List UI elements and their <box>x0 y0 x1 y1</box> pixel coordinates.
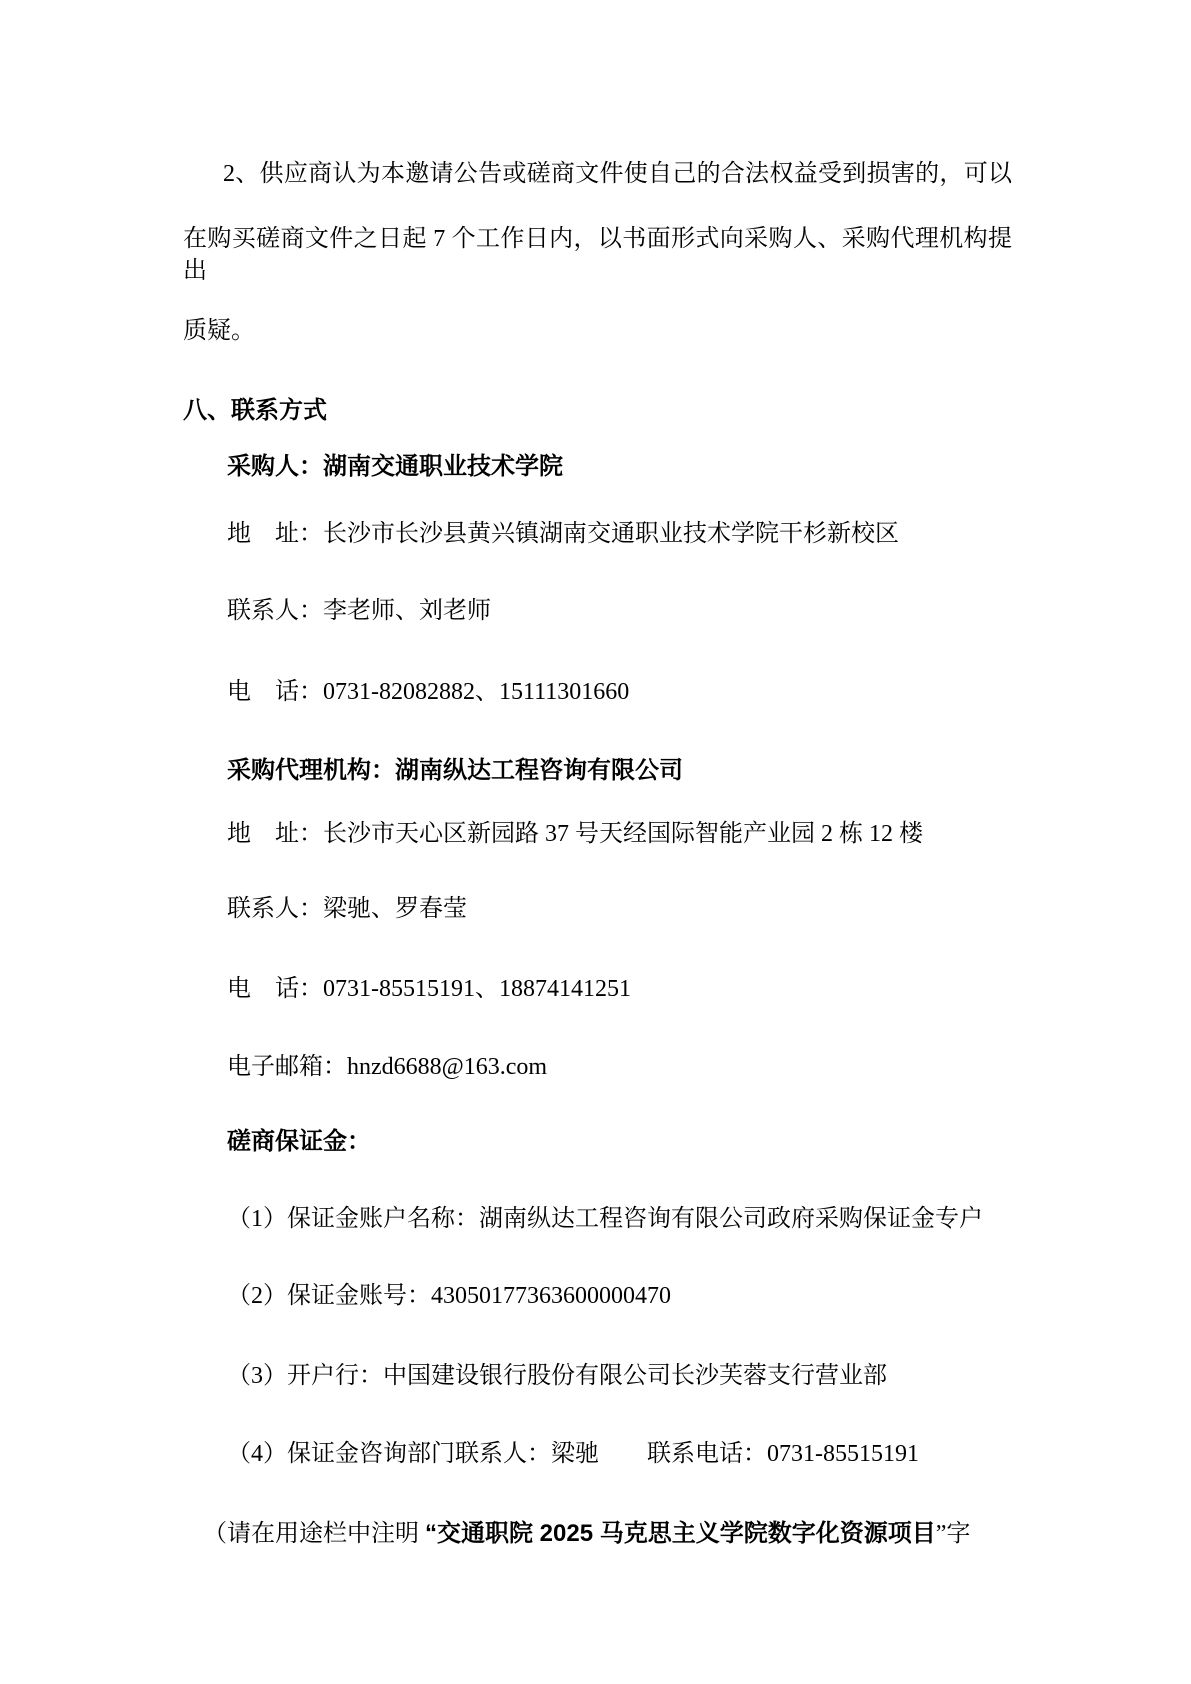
deposit-item-2: （2）保证金账号：43050177363600000470 <box>227 1283 671 1309</box>
section8-heading: 八、联系方式 <box>183 397 327 424</box>
deposit-note-suffix: ”字 <box>935 1521 971 1547</box>
deposit-item-1: （1）保证金账户名称：湖南纵达工程咨询有限公司政府采购保证金专户 <box>227 1206 983 1232</box>
purchaser-title: 采购人：湖南交通职业技术学院 <box>227 453 563 480</box>
deposit-heading: 磋商保证金： <box>227 1128 371 1155</box>
agency-phone: 电 话：0731-85515191、18874141251 <box>227 976 631 1002</box>
deposit-item-4: （4）保证金咨询部门联系人：梁驰 联系电话：0731-85515191 <box>227 1441 919 1467</box>
clause2-line-3: 质疑。 <box>183 318 255 344</box>
agency-contact: 联系人：梁驰、罗春莹 <box>227 896 467 922</box>
agency-title: 采购代理机构：湖南纵达工程咨询有限公司 <box>227 757 683 784</box>
purchaser-address: 地 址：长沙市长沙县黄兴镇湖南交通职业技术学院干杉新校区 <box>227 521 899 547</box>
deposit-note-line <box>183 1518 1012 1550</box>
agency-email: 电子邮箱：hnzd6688@163.com <box>227 1054 548 1080</box>
deposit-note-project-name: “交通职院 2025 马克思主义学院数字化资源项目 <box>425 1520 936 1547</box>
clause2-line-1: 2、供应商认为本邀请公告或磋商文件使自己的合法权益受到损害的，可以 <box>223 161 1012 187</box>
agency-address: 地 址：长沙市天心区新园路 37 号天经国际智能产业园 2 栋 12 楼 <box>227 821 923 847</box>
purchaser-phone: 电 话：0731-82082882、15111301660 <box>227 679 630 705</box>
clause2-line-2: 在购买磋商文件之日起 7 个工作日内，以书面形式向采购人、采购代理机构提出 <box>183 226 1012 284</box>
deposit-item-3: （3）开户行：中国建设银行股份有限公司长沙芙蓉支行营业部 <box>227 1363 887 1389</box>
deposit-note-prefix: （请在用途栏中注明 <box>203 1521 425 1547</box>
purchaser-contact: 联系人：李老师、刘老师 <box>227 598 491 624</box>
